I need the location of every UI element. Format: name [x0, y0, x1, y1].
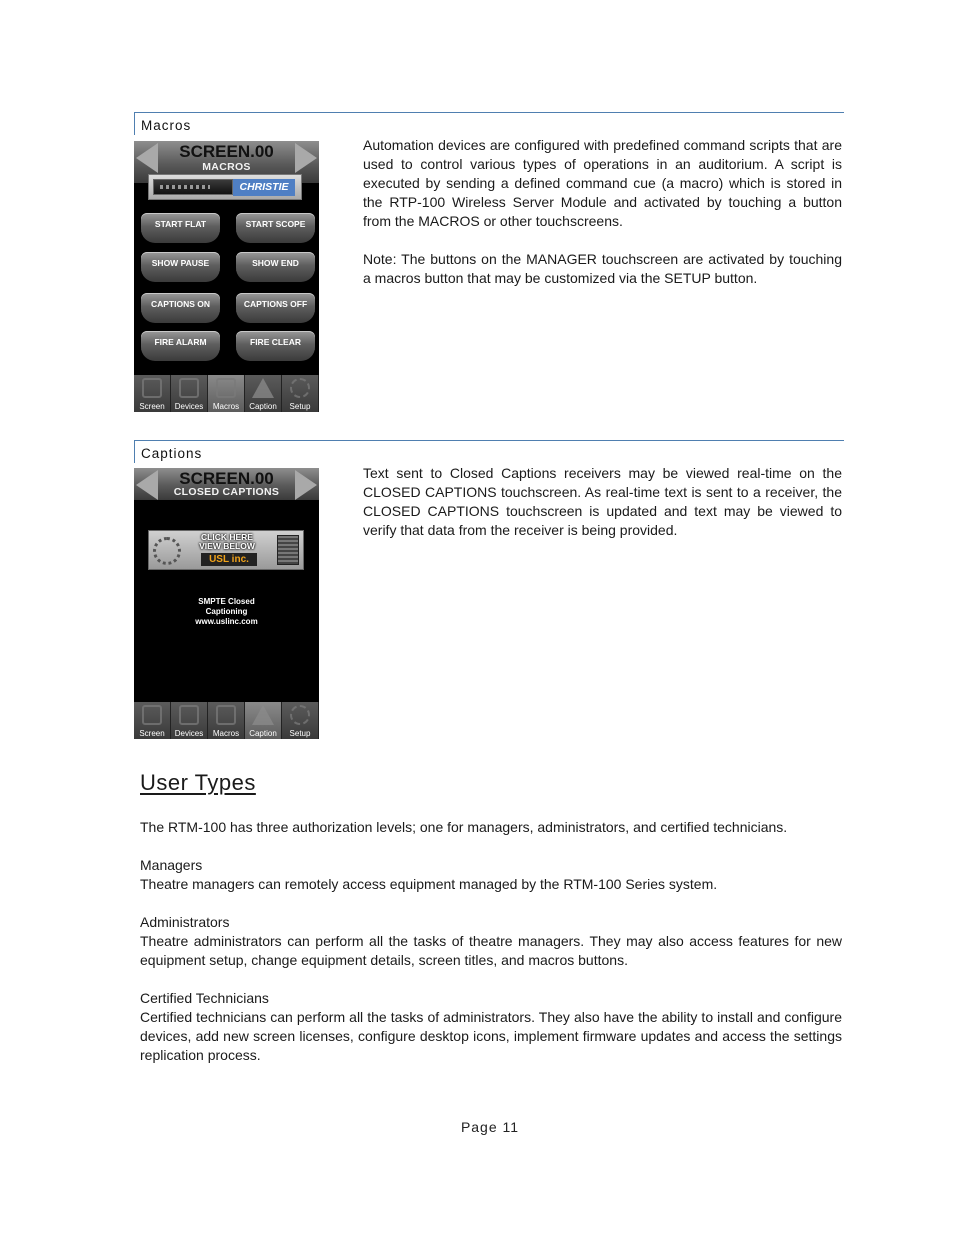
user-type-name: Certified Technicians [140, 990, 269, 1006]
tab-devices [171, 702, 208, 739]
tab-label: Setup [289, 729, 311, 738]
macro-button-show-end: SHOW END [236, 252, 315, 282]
macro-button-captions-off: CAPTIONS OFF [236, 293, 315, 323]
gear-icon [290, 705, 310, 725]
tab-label: Macros [212, 402, 240, 411]
caption-info-line: Captioning [205, 607, 248, 616]
macros-icon [216, 705, 236, 725]
screen-icon [142, 705, 162, 725]
macro-button-fire-clear: FIRE CLEAR [236, 331, 315, 361]
captions-screenshot [134, 468, 319, 739]
device-screen-subtitle: MACROS [202, 161, 251, 173]
tab-macros [208, 702, 245, 739]
banner-line: CLICK HERE [201, 532, 253, 542]
tab-screen [134, 375, 171, 412]
macros-section-heading: Macros [134, 112, 844, 135]
tab-devices [171, 375, 208, 412]
tab-label: Setup [289, 402, 311, 411]
banner-line: VIEW BELOW [199, 541, 255, 551]
user-types-intro: The RTM-100 has three authorization levels; one for managers, administrators, and certified technicians. [140, 819, 788, 835]
caption-info-text [134, 597, 319, 627]
caption-icon [252, 705, 274, 725]
page-number: Page 11 [460, 1119, 520, 1135]
devices-icon [179, 378, 199, 398]
tab-setup [282, 375, 319, 412]
gear-icon [290, 378, 310, 398]
tab-label: Caption [249, 729, 277, 738]
macro-button-captions-on: CAPTIONS ON [141, 293, 220, 323]
screen-icon [142, 378, 162, 398]
tab-caption [245, 375, 282, 412]
macros-note: Note: The buttons on the MANAGER touchscreen are activated by touching a macros button that may be customized via the SETUP button. [363, 251, 842, 286]
device-screen-title: SCREEN.00 [179, 469, 274, 488]
macro-button-start-flat: START FLAT [141, 213, 220, 243]
tab-label: Screen [139, 729, 165, 738]
banner-text [191, 533, 263, 551]
caption-info-line: SMPTE Closed [198, 597, 255, 606]
device-header [134, 468, 319, 500]
macro-button-fire-alarm: FIRE ALARM [141, 331, 220, 361]
equipment-logo-strip [148, 174, 302, 200]
user-type-text: Certified technicians can perform all the tasks of administrators. They also have the ability to install and configure devices, add new screen licenses, configure desktop icons, implement firmware updates and access the settings replication process. [140, 1009, 842, 1063]
user-types-heading: User Types [140, 770, 256, 795]
tab-label: Macros [212, 729, 240, 738]
user-type-name: Managers [140, 857, 203, 873]
captions-section-heading: Captions [134, 440, 844, 463]
tab-setup [282, 702, 319, 739]
macros-icon [216, 378, 236, 398]
macro-button-start-scope: START SCOPE [236, 213, 315, 243]
user-type-name: Administrators [140, 914, 230, 930]
device-screen-subtitle: CLOSED CAPTIONS [173, 486, 280, 498]
device-screen-title: SCREEN.00 [179, 142, 274, 161]
devices-icon [179, 705, 199, 725]
tab-caption [245, 702, 282, 739]
device-tab-bar [134, 375, 319, 412]
macros-screenshot [134, 141, 319, 412]
macros-description [363, 136, 842, 288]
caption-icon [252, 378, 274, 398]
user-type-certified-technicians [140, 989, 842, 1065]
captions-paragraph: Text sent to Closed Captions receivers may be viewed real-time on the CLOSED CAPTIONS touchscreen. As real-time text is sent to a receiver, the CLOSED CAPTIONS touchscreen is updated and text may be viewed to verify that data from the receiver is being provided. [363, 465, 842, 538]
caption-info-line: www.uslinc.com [195, 617, 258, 626]
christie-logo: CHRISTIE [233, 179, 295, 196]
user-type-administrators [140, 913, 842, 970]
tab-label: Devices [174, 402, 204, 411]
macros-paragraph: Automation devices are configured with predefined command scripts that are used to control various types of operations in an auditorium. A script is executed by sending a defined command cue (a macro) which is stored in the RTP-100 Wireless Server Module and activated by touching a button from the MACROS or other touchscreens. [363, 137, 842, 229]
user-type-managers [140, 856, 842, 894]
device-tab-bar [134, 702, 319, 739]
user-types-body [140, 818, 842, 1065]
tab-macros [208, 375, 245, 412]
tab-screen [134, 702, 171, 739]
user-type-text: Theatre administrators can perform all the tasks of theatre managers. They may also access features for new equipment setup, change equipment details, screen titles, and macros buttons. [140, 933, 842, 968]
tab-label: Devices [174, 729, 204, 738]
tab-label: Caption [249, 402, 277, 411]
macro-button-show-pause: SHOW PAUSE [141, 252, 220, 282]
caption-viewer-banner [148, 530, 304, 570]
user-type-text: Theatre managers can remotely access equipment managed by the RTM-100 Series system. [140, 876, 718, 892]
captions-description [363, 464, 842, 540]
usl-logo: USL inc. [201, 553, 257, 566]
tab-label: Screen [139, 402, 165, 411]
caption-swirl-icon [153, 537, 181, 565]
caption-receiver-icon [277, 535, 299, 565]
equipment-rack-icon [153, 179, 233, 195]
